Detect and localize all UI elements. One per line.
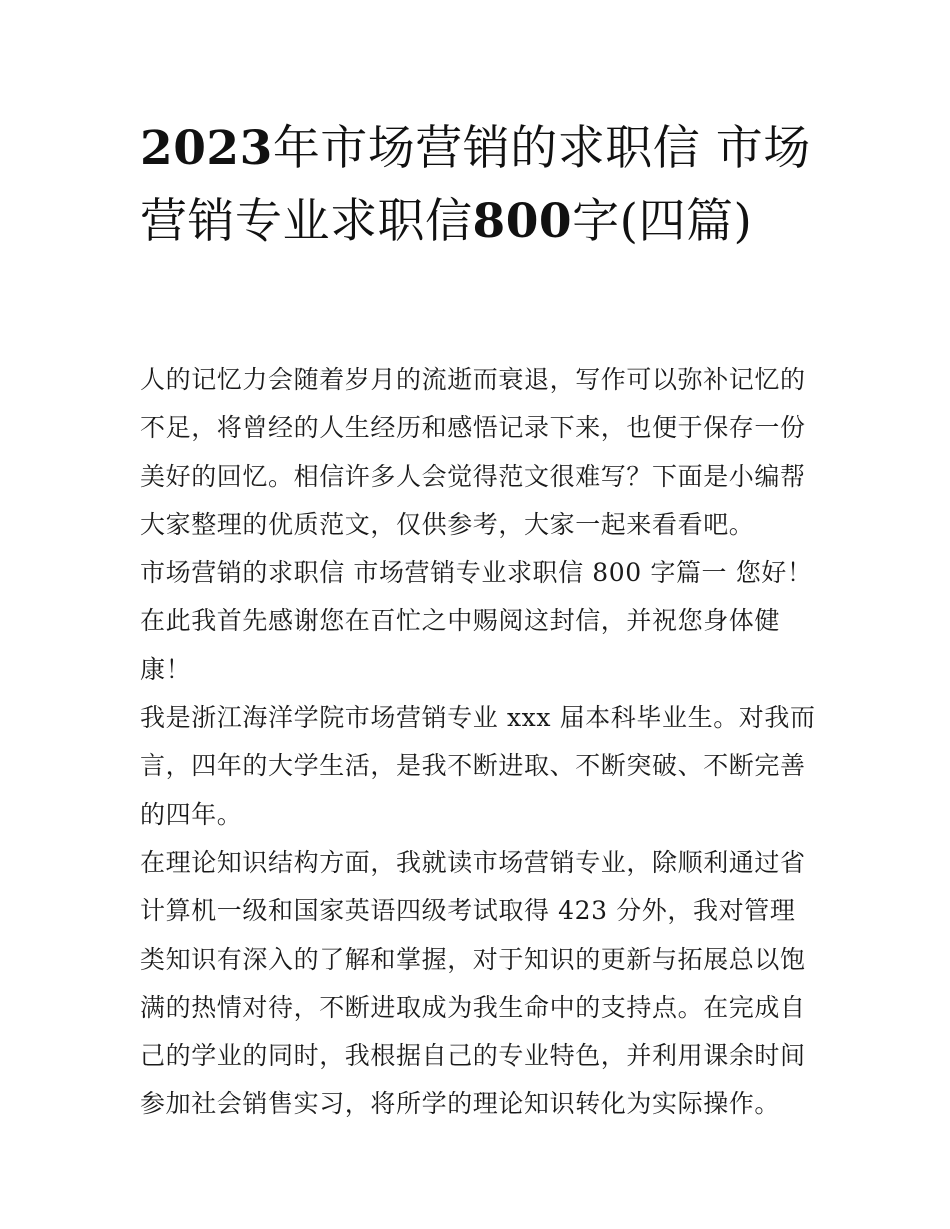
document-body <box>140 356 816 1129</box>
paragraph-greeting: 市场营销的求职信 市场营销专业求职信 800 字篇一 您好！在此我首先感谢您在百忙之中赐阅这封信，并祝您身体健康！ <box>140 558 813 684</box>
title-text-tail: 字(四篇) <box>572 194 753 249</box>
paragraph-knowledge-structure: 在理论知识结构方面，我就读市场营销专业，除顺利通过省计算机一级和国家英语四级考试取得 423 分外，我对管理类知识有深入的了解和掌握，对于知识的更新与拓展总以饱满的热情对待，不断进取成为我生命中的支持点。在完成自己的学业的同时，我根据自己的专业特色，并利用课余时间参加社会销售实习，将所学的理论知识转化为实际操作。 <box>140 847 806 1119</box>
title-word-count: 800 <box>472 194 573 249</box>
title-year: 2023 <box>140 121 273 176</box>
document-title <box>140 112 820 258</box>
paragraph-self-introduction: 我是浙江海洋学院市场营销专业 xxx 届本科毕业生。对我而言，四年的大学生活，是我不断进取、不断突破、不断完善的四年。 <box>140 703 816 829</box>
paragraph-intro: 人的记忆力会随着岁月的流逝而衰退，写作可以弥补记忆的不足，将曾经的人生经历和感悟记录下来，也便于保存一份美好的回忆。相信许多人会觉得范文很难写？下面是小编帮大家整理的优质范文，仅供参考，大家一起来看看吧。 <box>140 365 806 539</box>
title-text-main: 年市场营销的求职信 市场营销专业求职信 <box>140 121 811 249</box>
